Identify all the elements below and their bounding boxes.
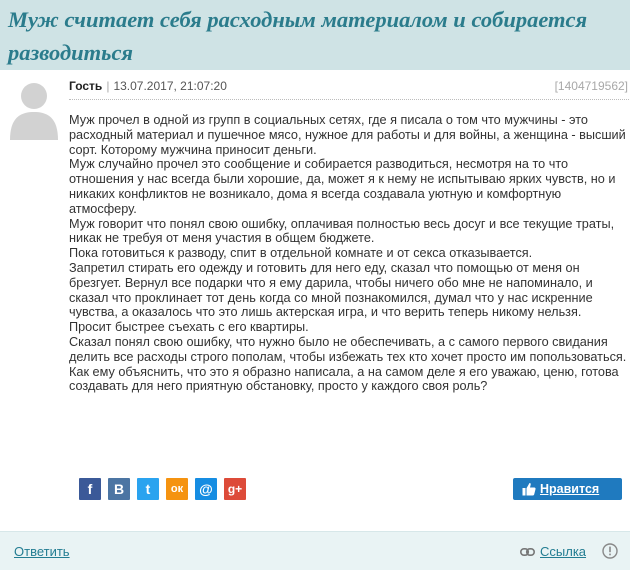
post-paragraph: Просит быстрее съехать с его квартиры. [69,320,309,335]
permalink-label: Ссылка [540,544,587,559]
like-button[interactable] [513,478,622,500]
vkontakte-icon[interactable]: В [108,478,130,500]
twitter-icon[interactable]: t [137,478,159,500]
post-meta [69,77,629,95]
post-title-bar [0,0,630,70]
facebook-icon[interactable]: f [79,478,101,500]
divider [69,99,629,100]
chain-link-icon [520,547,535,557]
post-datetime: 13.07.2017, 21:07:20 [113,79,227,93]
thumbs-up-icon [522,482,536,496]
meta-separator: | [106,79,110,93]
mail-icon[interactable]: @ [195,478,217,500]
avatar [8,78,60,140]
post-footer [0,531,630,570]
report-icon[interactable] [602,543,618,559]
post-paragraph: Муж случайно прочел это сообщение и собирается разводиться, несмотря на то что отношения у нас всегда были хорошие, да, может я к нему не испытываю ярких чувств, но и никаких конфликтов не возникало, дома я всегда создавала уютную и комфортную атмосферу. [69,157,616,216]
post-paragraph: Муж говорит что понял свою ошибку, оплачивая полностью весь досуг и все текущие траты, никак не требуя от меня участия в общем бюджете. [69,216,615,246]
post-paragraph: Пока готовиться к разводу, спит в отдельной комнате и от секса отказывается. [69,246,533,261]
like-label: Нравится [540,482,600,496]
post-title: Муж считает себя расходным материалом и собирается разводиться [8,7,588,65]
author-name: Гость [69,79,103,93]
post-paragraph: Как ему объяснить, что это я образно написала, а на самом деле я его уважаю, ценю, готова создавать для него приятную обстановку, просто у каждого своя роль? [69,364,619,394]
odnoklassniki-icon[interactable]: ок [166,478,188,500]
share-buttons [79,478,253,500]
reply-link[interactable]: Ответить [14,544,70,559]
post-paragraph: Муж прочел в одной из групп в социальных сетях, где я писала о том что мужчины - это расходный материал и пушечное мясо, нужное для работы и для войны, а женщина - высший сорт. Которому мужчина приносит деньги. [69,113,626,157]
google-plus-icon[interactable]: g+ [224,478,246,500]
post-paragraph: Запретил стирать его одежду и готовить для него еду, сказал что помощью от меня он брезгует. Вернул все подарки что я ему дарила, чтобы ничего обо мне не напоминало, и сказал что проклинает тот день когда со мной познакомился, думал что у нас искренние чувства, а оказалось что это лишь актерская игра, и что верить теперь никому нельзя. [69,260,593,320]
post-body [69,113,630,394]
post-paragraph: Сказал понял свою ошибку, что нужно было не обеспечивать, а с самого первого свидания делить все расходы строго пополам, чтобы избежать тех кто хочет просто им попользоваться. [69,334,627,364]
post-id: [1404719562] [554,79,628,93]
